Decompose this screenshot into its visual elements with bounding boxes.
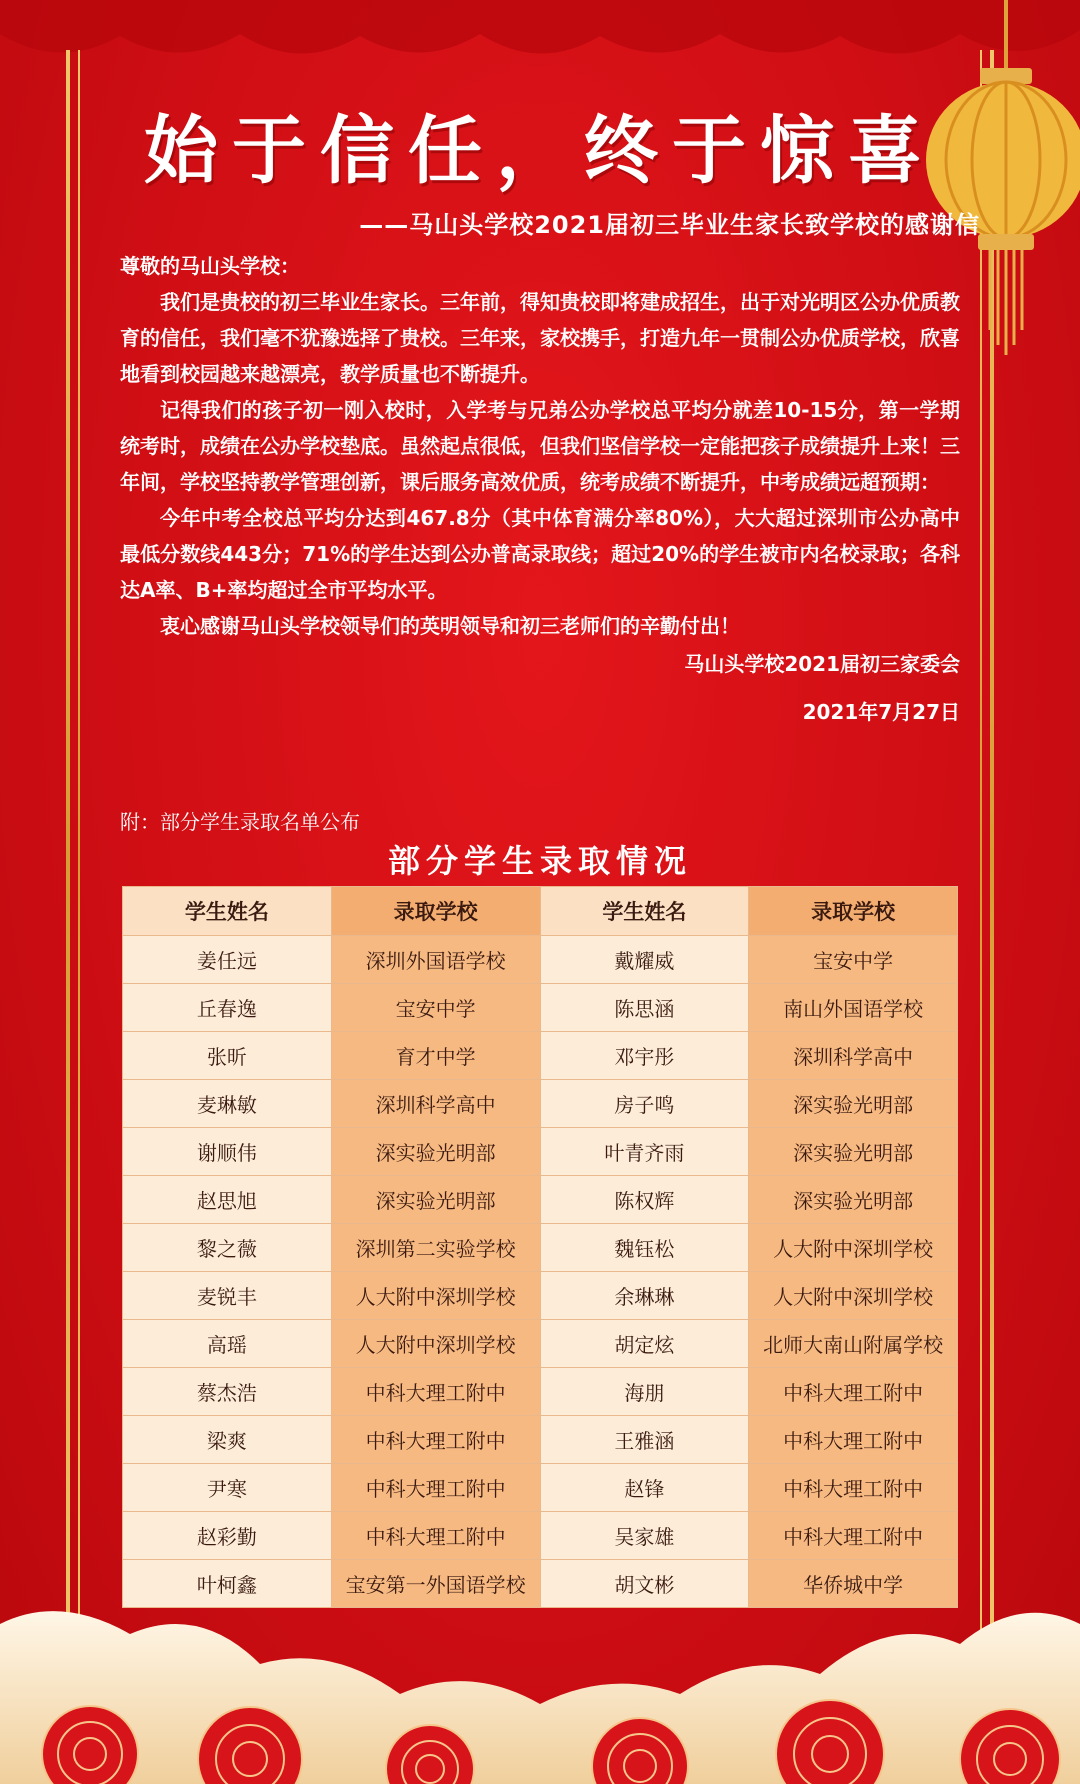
table-row <box>123 1320 958 1368</box>
cloud-decoration <box>0 1554 1080 1784</box>
admitted-school-cell: 中科大理工附中 <box>331 1464 540 1512</box>
student-name-cell: 吴家雄 <box>540 1512 749 1560</box>
table-row <box>123 1128 958 1176</box>
appendix-note: 附：部分学生录取名单公布 <box>120 810 360 834</box>
admitted-school-cell: 人大附中深圳学校 <box>749 1272 958 1320</box>
poster-subtitle: ——马山头学校2021届初三毕业生家长致学校的感谢信 <box>359 211 980 239</box>
table-row <box>123 1512 958 1560</box>
table-row <box>123 1032 958 1080</box>
table-row <box>123 1224 958 1272</box>
student-name-cell: 丘春逸 <box>123 984 332 1032</box>
table-row <box>123 1416 958 1464</box>
student-name-cell: 余琳琳 <box>540 1272 749 1320</box>
poster-title: 始于信任，终于惊喜 <box>144 108 936 194</box>
student-name-cell: 赵锋 <box>540 1464 749 1512</box>
admitted-school-cell: 深实验光明部 <box>749 1176 958 1224</box>
student-name-cell: 海朋 <box>540 1368 749 1416</box>
student-name-cell: 张昕 <box>123 1032 332 1080</box>
table-row <box>123 1176 958 1224</box>
table-body <box>123 936 958 1608</box>
admitted-school-cell: 宝安中学 <box>331 984 540 1032</box>
table-header-row <box>123 887 958 936</box>
student-name-cell: 麦琳敏 <box>123 1080 332 1128</box>
admitted-school-cell: 深圳外国语学校 <box>331 936 540 984</box>
student-name-cell: 尹寒 <box>123 1464 332 1512</box>
header-student-name: 学生姓名 <box>123 887 332 936</box>
student-name-cell: 王雅涵 <box>540 1416 749 1464</box>
admitted-school-cell: 中科大理工附中 <box>331 1368 540 1416</box>
student-name-cell: 姜任远 <box>123 936 332 984</box>
header-admitted-school: 录取学校 <box>331 887 540 936</box>
admitted-school-cell: 华侨城中学 <box>749 1560 958 1608</box>
letter-signature: 马山头学校2021届初三家委会 <box>684 652 960 676</box>
admitted-school-cell: 中科大理工附中 <box>749 1416 958 1464</box>
header-admitted-school: 录取学校 <box>749 887 958 936</box>
admitted-school-cell: 中科大理工附中 <box>749 1512 958 1560</box>
admitted-school-cell: 中科大理工附中 <box>331 1416 540 1464</box>
admitted-school-cell: 深实验光明部 <box>749 1080 958 1128</box>
header-student-name: 学生姓名 <box>540 887 749 936</box>
admitted-school-cell: 中科大理工附中 <box>331 1512 540 1560</box>
student-name-cell: 房子鸣 <box>540 1080 749 1128</box>
table-row <box>123 1464 958 1512</box>
letter-paragraph: 我们是贵校的初三毕业生家长。三年前，得知贵校即将建成招生，出于对光明区公办优质教育的信任，我们毫不犹豫选择了贵校。三年来，家校携手，打造九年一贯制公办优质学校，欣喜地看到校园越来越漂亮，教学质量也不断提升。 <box>120 290 960 386</box>
thank-you-letter <box>120 248 960 730</box>
admitted-school-cell: 深圳第二实验学校 <box>331 1224 540 1272</box>
student-name-cell: 麦锐丰 <box>123 1272 332 1320</box>
letter-paragraph: 记得我们的孩子初一刚入校时，入学考与兄弟公办学校总平均分就差10-15分，第一学期统考时，成绩在公办学校垫底。虽然起点很低，但我们坚信学校一定能把孩子成绩提升上来！三年间，学校坚持教学管理创新，课后服务高效优质，统考成绩不断提升，中考成绩远超预期： <box>120 398 960 494</box>
curtain-scallop <box>0 0 1080 80</box>
table-row <box>123 1272 958 1320</box>
table-title: 部分学生录取情况 <box>387 842 692 880</box>
student-name-cell: 陈权辉 <box>540 1176 749 1224</box>
admission-table <box>122 886 958 1608</box>
admitted-school-cell: 深实验光明部 <box>749 1128 958 1176</box>
letter-salutation: 尊敬的马山头学校： <box>120 254 300 278</box>
admitted-school-cell: 人大附中深圳学校 <box>331 1272 540 1320</box>
admitted-school-cell: 人大附中深圳学校 <box>749 1224 958 1272</box>
admitted-school-cell: 深圳科学高中 <box>331 1080 540 1128</box>
table-row <box>123 1080 958 1128</box>
admitted-school-cell: 北师大南山附属学校 <box>749 1320 958 1368</box>
student-name-cell: 陈思涵 <box>540 984 749 1032</box>
admitted-school-cell: 南山外国语学校 <box>749 984 958 1032</box>
student-name-cell: 魏钰松 <box>540 1224 749 1272</box>
table-row <box>123 1368 958 1416</box>
student-name-cell: 叶柯鑫 <box>123 1560 332 1608</box>
admitted-school-cell: 育才中学 <box>331 1032 540 1080</box>
student-name-cell: 戴耀威 <box>540 936 749 984</box>
student-name-cell: 叶青齐雨 <box>540 1128 749 1176</box>
letter-date: 2021年7月27日 <box>802 700 960 724</box>
admitted-school-cell: 人大附中深圳学校 <box>331 1320 540 1368</box>
student-name-cell: 邓宇彤 <box>540 1032 749 1080</box>
admitted-school-cell: 深实验光明部 <box>331 1128 540 1176</box>
student-name-cell: 黎之薇 <box>123 1224 332 1272</box>
student-name-cell: 谢顺伟 <box>123 1128 332 1176</box>
admitted-school-cell: 深实验光明部 <box>331 1176 540 1224</box>
student-name-cell: 胡文彬 <box>540 1560 749 1608</box>
letter-paragraph: 衷心感谢马山头学校领导们的英明领导和初三老师们的辛勤付出！ <box>160 614 740 638</box>
admitted-school-cell: 宝安第一外国语学校 <box>331 1560 540 1608</box>
student-name-cell: 梁爽 <box>123 1416 332 1464</box>
table-row <box>123 936 958 984</box>
letter-paragraph: 今年中考全校总平均分达到467.8分（其中体育满分率80%），大大超过深圳市公办高中最低分数线443分；71%的学生达到公办普高录取线；超过20%的学生被市内名校录取；各科达A率、B+率均超过全市平均水平。 <box>120 506 960 602</box>
student-name-cell: 赵思旭 <box>123 1176 332 1224</box>
student-name-cell: 胡定炫 <box>540 1320 749 1368</box>
admitted-school-cell: 中科大理工附中 <box>749 1368 958 1416</box>
student-name-cell: 高瑶 <box>123 1320 332 1368</box>
student-name-cell: 蔡杰浩 <box>123 1368 332 1416</box>
admitted-school-cell: 深圳科学高中 <box>749 1032 958 1080</box>
admitted-school-cell: 宝安中学 <box>749 936 958 984</box>
student-name-cell: 赵彩勤 <box>123 1512 332 1560</box>
admitted-school-cell: 中科大理工附中 <box>749 1464 958 1512</box>
table-row <box>123 984 958 1032</box>
